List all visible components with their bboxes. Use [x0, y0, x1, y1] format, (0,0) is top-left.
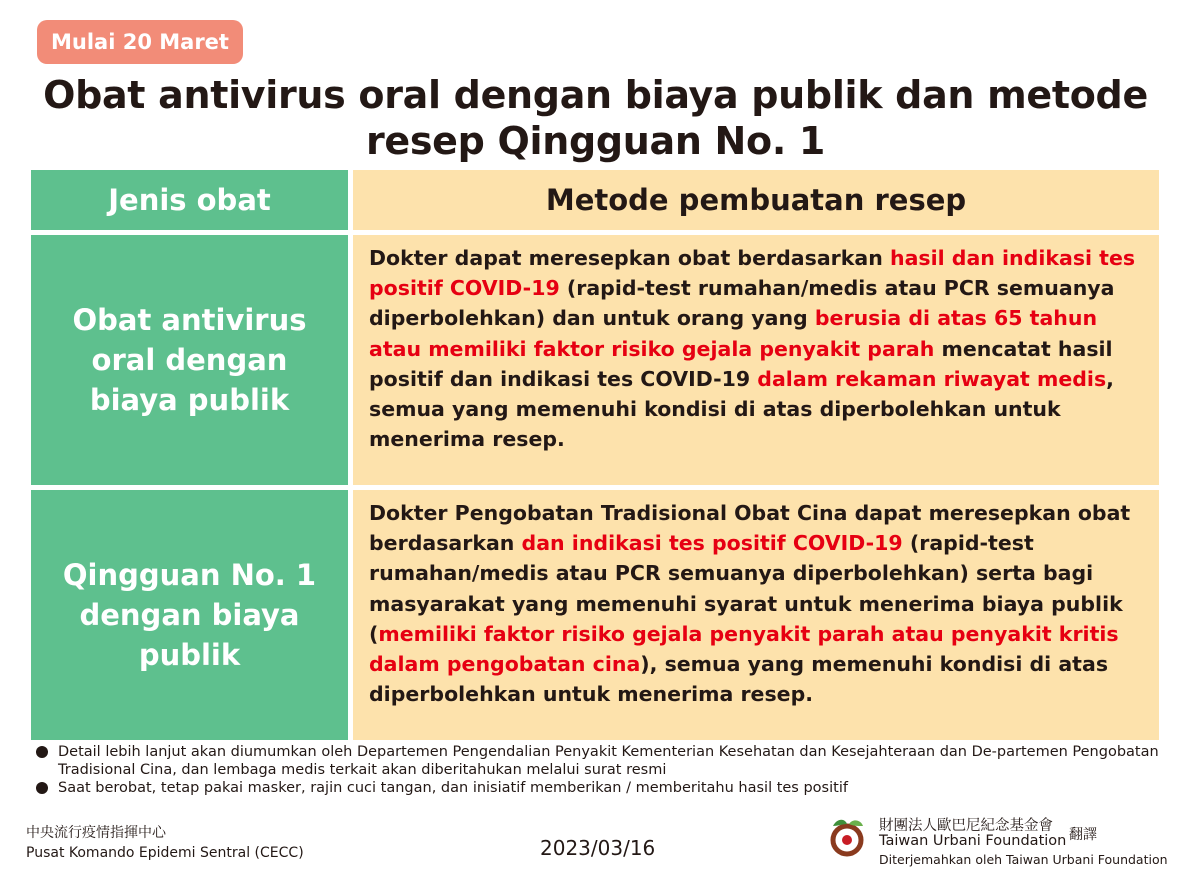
text-segment: Dokter Pengobatan Tradisional Obat Cina dapat meresepkan obat berdasarkan: [369, 501, 1131, 556]
row1-drug-label: [31, 235, 348, 485]
cecc-name-cn: 中央流行疫情指揮中心: [26, 825, 166, 841]
cecc-name-id: Pusat Komando Epidemi Sentral (CECC): [26, 845, 304, 861]
bullet-icon: [36, 782, 48, 794]
note-item: [36, 779, 1166, 797]
text-segment: (rapid-test rumahan/medis atau PCR semuanya diperbolehkan) dan untuk orang yang: [369, 276, 1115, 331]
translator-credit: [825, 812, 1175, 872]
row1-method-cell: [353, 235, 1159, 485]
text-segment: mencatat hasil positif dan indikasi tes COVID-19: [369, 336, 1113, 391]
row2-method-cell: [353, 490, 1159, 740]
note-text: Saat berobat, tetap pakai masker, rajin cuci tangan, dan inisiatif memberikan / memberitahu hasil tes positif: [58, 780, 848, 796]
row1-label-line: oral dengan: [91, 343, 288, 377]
highlight-segment: dan indikasi tes positif COVID-19: [521, 531, 903, 556]
row1-label-line: Obat antivirus: [72, 303, 307, 337]
note-item: [36, 743, 1166, 779]
translated-label: 翻譯: [1069, 827, 1097, 843]
foundation-logo-icon: [825, 816, 869, 860]
notes-list: [36, 743, 1166, 797]
header-drug-type: Jenis obat: [31, 170, 348, 230]
page-title-line1: Obat antivirus oral dengan biaya publik dan metode: [43, 73, 1148, 117]
publish-date: 2023/03/16: [540, 836, 656, 860]
row1-label-line: biaya publik: [89, 383, 290, 417]
cecc-credit: [26, 823, 304, 863]
note-text: Detail lebih lanjut akan diumumkan oleh Departemen Pengendalian Penyakit Kementerian Kesehatan dan Kesejahteraan dan De-partemen Pengobatan Tradisional Cina, dan lembaga medis terkait akan diberitahukan melalui surat resmi: [58, 744, 1159, 778]
highlight-segment: dalam rekaman riwayat medis: [757, 366, 1107, 391]
highlight-segment: hasil dan indikasi tes positif COVID-19: [369, 246, 1136, 301]
row2-label-line: dengan biaya: [79, 598, 300, 632]
header-prescription-method: Metode pembuatan resep: [353, 170, 1159, 230]
text-segment: Dokter dapat meresepkan obat berdasarkan: [369, 246, 890, 270]
text-segment: (rapid-test rumahan/medis atau PCR semuanya diperbolehkan) serta bagi masyarakat yang memenuhi syarat untuk menerima biaya publik (: [369, 531, 1123, 646]
highlight-segment: berusia di atas 65 tahun atau memiliki faktor risiko gejala penyakit parah: [369, 306, 1098, 361]
prescription-table: [31, 170, 1159, 740]
text-segment: ), semua yang memenuhi kondisi di atas diperbolehkan untuk menerima resep.: [369, 652, 1109, 707]
row2-label-line: Qingguan No. 1: [62, 558, 317, 592]
foundation-name-en: Taiwan Urbani Foundation: [879, 833, 1067, 849]
translated-by: Diterjemahkan oleh Taiwan Urbani Foundation: [879, 852, 1168, 867]
row2-method-text: [353, 490, 1159, 709]
row2-drug-label: [31, 490, 348, 740]
row2-label-line: publik: [138, 638, 241, 672]
page-title: [0, 72, 1191, 164]
row1-method-text: [353, 235, 1159, 454]
text-segment: , semua yang memenuhi kondisi di atas diperbolehkan untuk menerima resep.: [369, 366, 1114, 452]
highlight-segment: memiliki faktor risiko gejala penyakit parah atau penyakit kritis dalam pengobatan cina: [369, 621, 1119, 677]
page-title-line2: resep Qingguan No. 1: [365, 119, 826, 163]
foundation-name-cn: 財團法人歐巴尼紀念基金會: [879, 818, 1053, 834]
bullet-icon: [36, 746, 48, 758]
date-badge: Mulai 20 Maret: [37, 20, 243, 64]
